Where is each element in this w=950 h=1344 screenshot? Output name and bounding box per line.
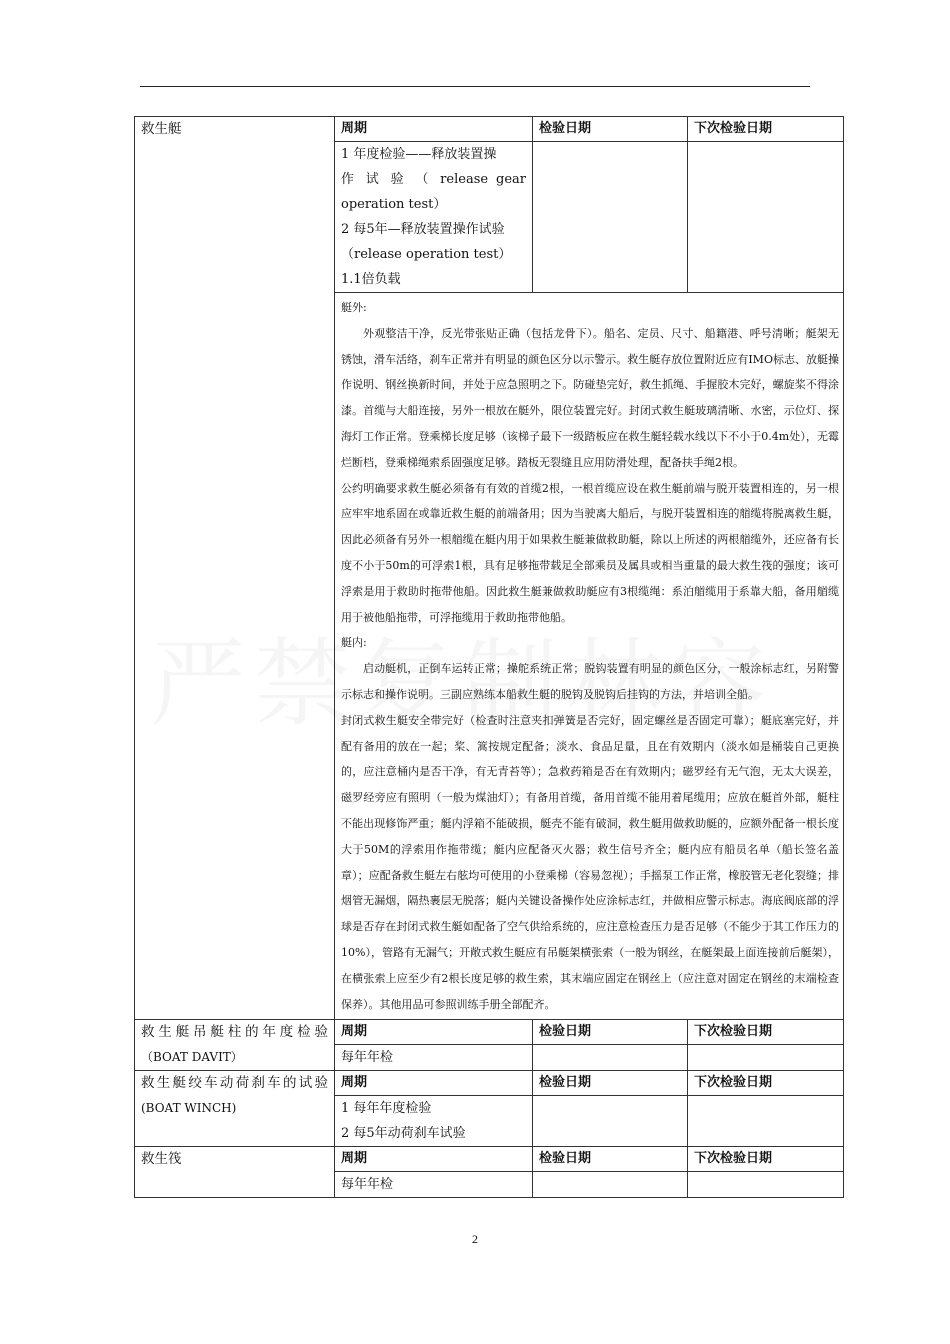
davit-check-date-cell[interactable] [533, 1045, 688, 1071]
check-date-header: 检验日期 [533, 1147, 688, 1172]
inside-text-1: 启动艇机，正倒车运转正常；操舵系统正常；脱钩装置有明显的颜色区分，一般涂标志红，另附警示标志和操作说明。三副应熟练本船救生艇的脱钩及脱钩后挂钩的方法，并培训全船。 [341, 662, 840, 701]
lifeboat-cycle-line: operation test） [341, 197, 447, 212]
winch-next-date-cell[interactable] [688, 1096, 844, 1147]
davit-label-line1: 救生艇吊艇柱的年度检验 [141, 1024, 328, 1041]
page-number: 2 [472, 1232, 478, 1246]
liferaft-next-date-cell[interactable] [688, 1172, 844, 1198]
liferaft-cycle-cell: 每年年检 [335, 1172, 533, 1198]
lifeboat-label: 救生艇 [135, 117, 335, 1020]
next-date-header: 下次检验日期 [688, 1147, 844, 1172]
davit-next-date-cell[interactable] [688, 1045, 844, 1071]
cycle-header: 周期 [335, 1147, 533, 1172]
winch-cycle-line: 2 每5年动荷刹车试验 [341, 1126, 466, 1142]
winch-label-line2: (BOAT WINCH) [141, 1101, 237, 1116]
winch-cycle-line: 1 每年年度检验 [341, 1101, 432, 1117]
next-date-header: 下次检验日期 [688, 1020, 844, 1045]
lifeboat-check-date-cell[interactable] [533, 142, 688, 293]
cycle-header: 周期 [335, 117, 533, 142]
lifeboat-cycle-line: 1 年度检验——释放装置操 [341, 147, 497, 162]
winch-check-date-cell[interactable] [533, 1096, 688, 1147]
liferaft-label: 救生筏 [135, 1147, 335, 1198]
lifeboat-next-date-cell[interactable] [688, 142, 844, 293]
check-date-header: 检验日期 [533, 1071, 688, 1096]
lifeboat-cycle-line: 1.1倍负载 [341, 272, 401, 287]
winch-header-row [135, 1071, 844, 1096]
inside-title: 艇内: [341, 636, 367, 650]
lifeboat-details-cell [335, 293, 844, 1020]
lifeboat-cycle-line: 2 每5年—释放装置操作试验 [341, 222, 505, 237]
davit-cycle-cell: 每年年检 [335, 1045, 533, 1071]
outside-title: 艇外: [341, 301, 367, 314]
cycle-header: 周期 [335, 1071, 533, 1096]
inspection-table [134, 116, 844, 1198]
outside-text: 外观整洁干净，反光带张贴正确（包括龙骨下）。船名、定员、尺寸、船籍港、呼号清晰；艇架无锈蚀，滑车活络，刹车正常并有明显的颜色区分以示警示。救生艇存放位置附近应有IMO标志、放艇操作说明、钢丝换新时间，并处于应急照明之下。防碰垫完好，救生抓绳、手握胶木完好，螺旋桨不得涂漆。首缆与大船连接，另外一根放在艇外，限位装置完好。封闭式救生艇玻璃清晰、水密，示位灯、探海灯工作正常。登乘梯长度足够（该梯子最下一级踏板应在救生艇轻载水线以下不小于0.4m处），无霉烂断档，登乘梯绳索系固强度足够。踏板无裂缝且应用防滑处理，配备扶手绳2根。 [341, 326, 840, 469]
davit-header-row [135, 1020, 844, 1045]
lifeboat-cycle-line: （release operation test） [341, 247, 512, 262]
lifeboat-cycle-cell [335, 142, 533, 293]
davit-label [135, 1020, 335, 1071]
check-date-header: 检验日期 [533, 1020, 688, 1045]
inside-text-2: 封闭式救生艇安全带完好（检查时注意夹扣弹簧是否完好，固定螺丝是否固定可靠）；艇底塞完好，并配有备用的放在一起；桨、篙按规定配备；淡水、食品足量，且在有效期内（淡水如是桶装自己更换的，应注意桶内是否干净，有无青苔等）；急救药箱是否在有效期内；磁罗经有无气泡，无太大误差，磁罗经旁应有照明（一般为煤油灯）；有备用首缆，备用首缆不能用着尾缆用；应放在艇首外部，艇柱不能出现修饰严重；艇内浮箱不能破损，艇壳不能有破洞，救生艇用做救助艇的，应额外配备一根长度大于50M的浮索用作拖带缆；艇内应配备灭火器；救生信号齐全；艇内应有船员名单（船长签名盖章）；应配备救生艇左右舷均可使用的小登乘梯（容易忽视）；手摇泵工作正常，橡胶管无老化裂缝；排烟管无漏烟，隔热裹层无脱落；艇内关键设备操作处应涂标志红，并做相应警示标志。海底阀底部的浮球是否存在封闭式救生艇如配备了空气供给系统的，应注意检查压力是否足够（不能少于其工作压力的10%），管路有无漏气；开敞式救生艇应有吊艇架横张索（一般为钢丝，在艇架最上面连接前后艇架），在横张索上应至少有2根长度足够的救生索，其末端应固定在钢丝上（应注意对固定在钢丝的末端检查保养）。其他用品可参照训练手册全部配齐。 [341, 713, 840, 1011]
winch-label [135, 1071, 335, 1147]
liferaft-check-date-cell[interactable] [533, 1172, 688, 1198]
lifeboat-header-row [135, 117, 844, 142]
next-date-header: 下次检验日期 [688, 117, 844, 142]
next-date-header: 下次检验日期 [688, 1071, 844, 1096]
header-rule [140, 86, 810, 87]
winch-cycle-cell [335, 1096, 533, 1147]
check-date-header: 检验日期 [533, 117, 688, 142]
davit-label-line2: （BOAT DAVIT） [141, 1050, 243, 1065]
winch-label-line1: 救生艇绞车动荷刹车的试验 [141, 1075, 328, 1092]
convention-text: 公约明确要求救生艇必须备有有效的首缆2根，一根首缆应设在救生艇前端与脱开装置相连的，另一根应牢牢地系固在或靠近救生艇的前端备用；因为当驶离大船后，与脱开装置相连的艏缆将脱离救生艇，因此必须备有另外一根艏缆在艇内用于如果救生艇兼做救助艇，除以上所述的两根艏缆外，还应备有长度不小于50m的可浮索1根，具有足够拖带载足全部乘员及属具或相当重量的最大救生筏的强度；该可浮索是用于救助时拖带他船。因此救生艇兼做救助艇应有3根缆绳：系泊艏缆用于系靠大船，备用艏缆用于被他船拖带，可浮拖缆用于救助拖带他船。 [341, 481, 840, 624]
cycle-header: 周期 [335, 1020, 533, 1045]
liferaft-header-row [135, 1147, 844, 1172]
lifeboat-cycle-line: 作 试 验 （ release gear [341, 172, 527, 187]
